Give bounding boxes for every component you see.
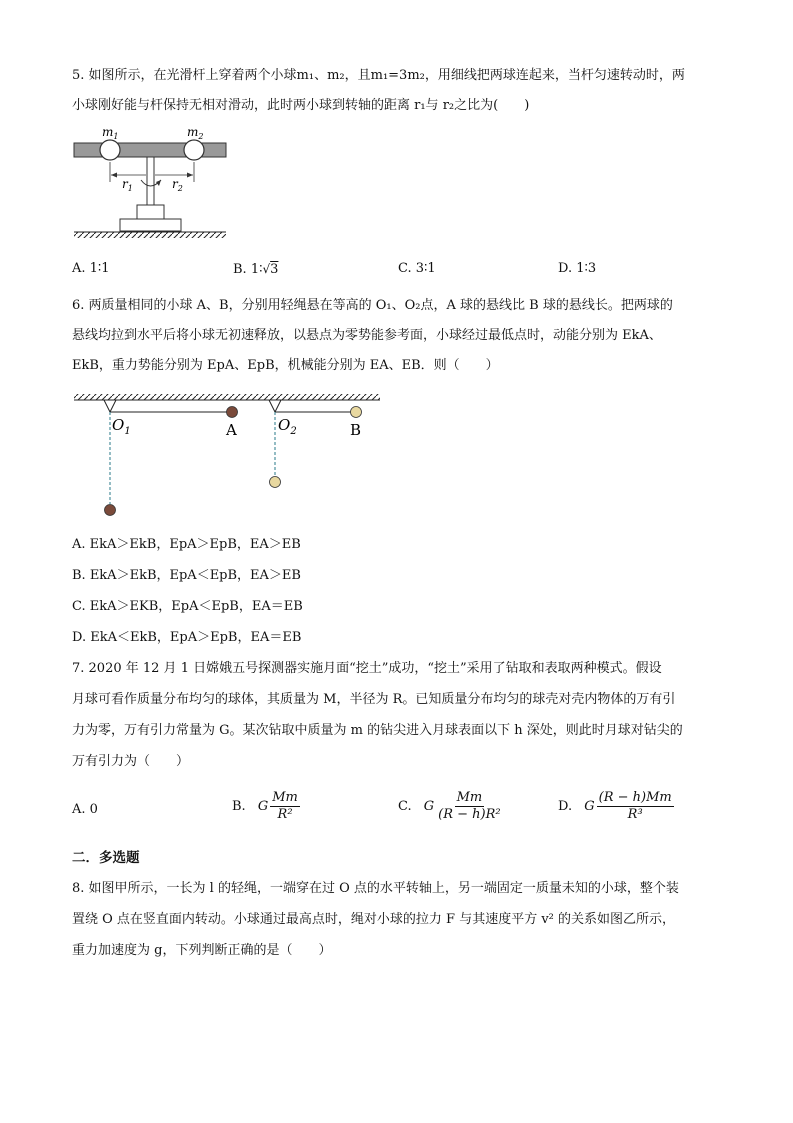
q5-ball-m2 [184,140,204,160]
q6-pivot-o2 [269,400,281,412]
q6-label-o2: $O_2$ [278,416,297,437]
q6-text-line-2: 悬线均拉到水平后将小球无初速释放，以悬点为零势能参考面，小球经过最低点时，动能分别为 EkA、 [72,328,662,343]
q8-text-line-3: 重力加速度为 g，下列判断正确的是（ ） [72,943,332,958]
q5-option-a: A. 1∶1 [72,261,110,276]
q5-text-line-1: 5. 如图所示，在光滑杆上穿着两个小球m₁、m₂，且m₁=3m₂，用细线把两球连起来，当杆匀速转动时，两 [72,68,685,83]
q6-ball-a-lowest [105,505,116,516]
q5-option-d: D. 1∶3 [558,261,597,276]
q5-label-m1: $m_1$ [102,125,119,141]
q8-text-line-2: 置绕 O 点在竖直面内转动。小球通过最高点时，绳对小球的拉力 F 与其速度平方 v² 的关系如图乙所示， [72,912,676,927]
q6-label-b: B [350,421,362,439]
q7-text-line-1: 7. 2020 年 12 月 1 日嫦娥五号探测器实施月面“挖土”成功，“挖土”采用了钻取和表取两种模式。假设 [72,661,662,676]
q7-text-line-4: 万有引力为（ ） [72,754,190,769]
q6-label-a: A [226,421,237,439]
q6-pivot-o1 [104,400,116,412]
q7-option-c: C. G $\frac{Mm}{\text{(R − h)R²}}$ [398,790,501,822]
q5-label-r1: $r_1$ [122,177,133,193]
q7-option-a: A. 0 [72,802,98,817]
q6-figure [70,390,390,525]
q6-option-b: B. EkA＞EkB，EpA＜EpB，EA＞EB [72,568,301,583]
q6-ball-a [227,407,238,418]
q6-ball-b [351,407,362,418]
q5-text-line-2: 小球刚好能与杆保持无相对滑动，此时两小球到转轴的距离 r₁与 r₂之比为( ) [72,98,530,113]
q8-text-line-1: 8. 如图甲所示，一长为 l 的轻绳，一端穿在过 O 点的水平转轴上，另一端固定一质量未知的小球，整个装 [72,881,679,896]
q5-option-c: C. 3∶1 [398,261,436,276]
q7-text-line-2: 月球可看作质量分布均匀的球体，其质量为 M，半径为 R。已知质量分布均匀的球壳对壳内物体的万有引 [72,692,676,707]
q5-base-lower [120,219,181,231]
q5-label-m2: $m_2$ [187,125,204,141]
section-title-multiple-choice: 二．多选题 [72,850,140,866]
q6-option-d: D. EkA＜EkB，EpA＞EpB，EA＝EB [72,630,302,645]
q6-option-a: A. EkA＞EkB，EpA＞EpB，EA＞EB [72,537,301,552]
q5-shaft [147,157,154,205]
q7-text-line-3: 力为零，万有引力常量为 G。某次钻取中质量为 m 的钻尖进入月球表面以下 h 深处，则此时月球对钻尖的 [72,723,683,738]
q6-option-c: C. EkA＞EKB，EpA＜EpB，EA＝EB [72,599,303,614]
q5-base-upper [137,205,164,219]
q5-option-b: B. 1∶√3 [233,262,279,277]
q5-figure [70,120,235,245]
q7-option-d: D. G $\frac{(R - h)Mm}{\text{R³}}$ [558,790,672,822]
q6-text-line-3: EkB，重力势能分别为 EpA、EpB，机械能分别为 EA、EB．则（ ） [72,358,499,373]
q7-option-b: B. G $\frac{Mm}{\text{R²}}$ [232,790,298,822]
q5-label-r2: $r_2$ [172,177,183,193]
q6-text-line-1: 6. 两质量相同的小球 A、B，分别用轻绳悬在等高的 O₁、O₂点，A 球的悬线比 B 球的悬线长。把两球的 [72,298,673,313]
q6-label-o1: $O_1$ [112,416,131,437]
q5-ball-m1 [100,140,120,160]
q6-ball-b-lowest [270,477,281,488]
